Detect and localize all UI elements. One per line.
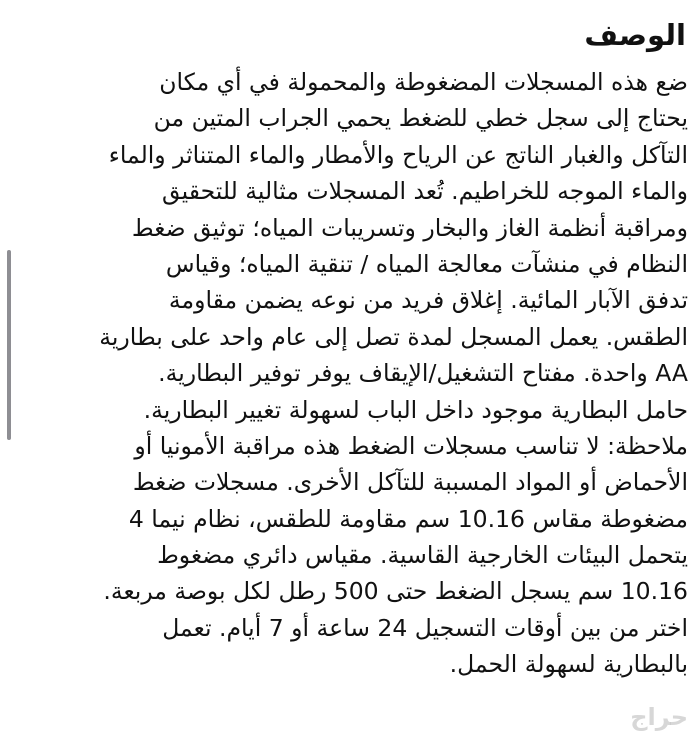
description-line: مضغوطة مقاس 10.16 سم مقاومة للطقس، نظام نيما 4 xyxy=(128,504,688,533)
description-line: حامل البطارية موجود داخل الباب لسهولة تغيير البطارية. xyxy=(143,395,688,424)
description-line: الطقس. يعمل المسجل لمدة تصل إلى عام واحد على بطارية xyxy=(99,322,688,351)
description-line: اختر من بين أوقات التسجيل 24 ساعة أو 7 أيام. تعمل xyxy=(162,613,688,642)
description-line: يتحمل البيئات الخارجية القاسية. مقياس دائري مضغوط xyxy=(157,541,688,570)
description-line: والماء الموجه للخراطيم. تُعد المسجلات مثالية للتحقيق xyxy=(162,177,688,206)
description-line: بالبطارية لسهولة الحمل. xyxy=(449,650,688,679)
description-text xyxy=(12,64,688,683)
description-line: النظام في منشآت معالجة المياه / تنقية المياه؛ وقياس xyxy=(165,249,688,278)
description-line: يحتاج إلى سجل خطي للضغط يحمي الجراب المتين من xyxy=(153,104,688,133)
scrollbar[interactable] xyxy=(7,250,11,440)
description-line: 10.16 سم يسجل الضغط حتى 500 رطل لكل بوصة مربعة. xyxy=(103,577,688,606)
section-title: الوصف xyxy=(584,18,686,52)
description-line: AA واحدة. مفتاح التشغيل/الإيقاف يوفر توفير البطارية. xyxy=(158,359,688,388)
description-line: التآكل والغبار الناتج عن الرياح والأمطار والماء المتناثر والماء xyxy=(108,140,688,169)
description-line: تدفق الآبار المائية. إغلاق فريد من نوعه يضمن مقاومة xyxy=(168,286,688,315)
description-line: ملاحظة: لا تناسب مسجلات الضغط هذه مراقبة الأمونيا أو xyxy=(134,431,688,460)
watermark-logo: حراج xyxy=(630,703,688,731)
description-line: ضع هذه المسجلات المضغوطة والمحمولة في أي مكان xyxy=(159,68,688,96)
description-line: ومراقبة أنظمة الغاز والبخار وتسريبات المياه؛ توثيق ضغط xyxy=(131,213,688,242)
description-line: الأحماض أو المواد المسببة للتآكل الأخرى. مسجلات ضغط xyxy=(132,468,688,497)
